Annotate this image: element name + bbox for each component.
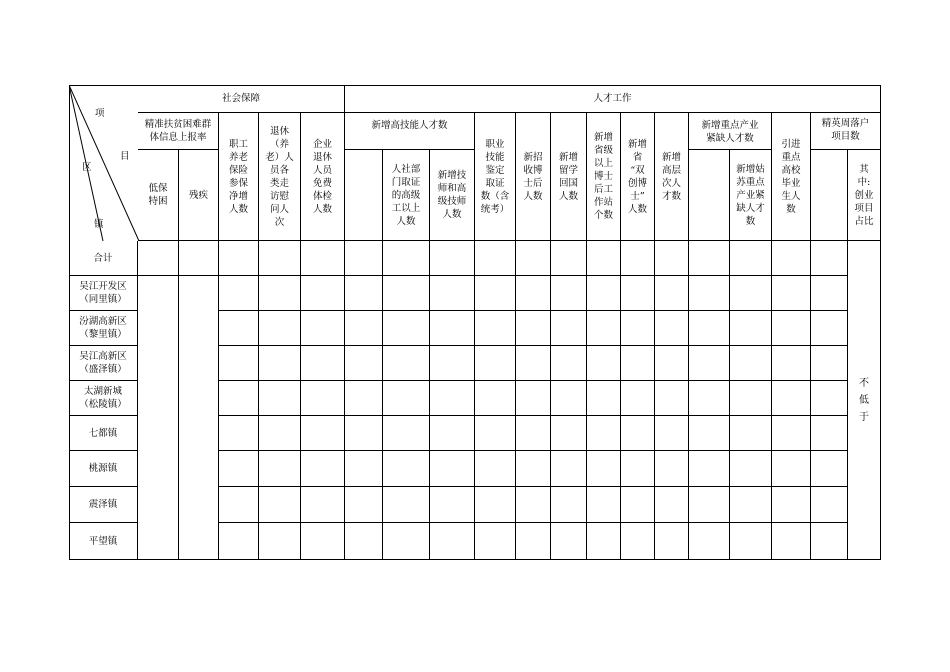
table-cell (621, 311, 655, 346)
table-cell (772, 241, 811, 276)
header-shortage-blank (689, 150, 730, 241)
table-cell (587, 487, 621, 523)
row-label: 震泽镇 (69, 487, 138, 523)
table-cell (259, 241, 301, 276)
table-cell (730, 276, 772, 311)
table-cell (475, 346, 516, 381)
table-cell (551, 416, 587, 451)
header-startup-ratio: 其 中: 创业 项目 占比 (848, 150, 881, 241)
header-returnees: 新增 留学 回国 人数 (551, 113, 587, 241)
table-cell (219, 416, 259, 451)
table-cell (689, 416, 730, 451)
table-cell (301, 451, 345, 487)
table-cell (551, 487, 587, 523)
table-cell (655, 276, 689, 311)
table-cell (219, 311, 259, 346)
table-cell (345, 487, 383, 523)
header-skilled-talent: 新增高技能人才数 (345, 113, 475, 150)
table-cell (621, 523, 655, 560)
table-cell (587, 311, 621, 346)
table-cell (772, 523, 811, 560)
table-cell (383, 381, 430, 416)
table-cell (259, 276, 301, 311)
group-talent-work: 人才工作 (345, 85, 881, 113)
table-cell (772, 451, 811, 487)
table-cell (475, 487, 516, 523)
table-cell (811, 487, 848, 523)
table-cell (301, 523, 345, 560)
table-cell (345, 523, 383, 560)
row-label: 合计 (69, 241, 138, 276)
table-cell (219, 276, 259, 311)
row-label: 吴江高新区 （盛泽镇） (69, 346, 138, 381)
table-cell (345, 346, 383, 381)
table-cell (551, 276, 587, 311)
table-cell (259, 346, 301, 381)
table-cell (689, 346, 730, 381)
row-label: 七都镇 (69, 416, 138, 451)
table-cell (551, 381, 587, 416)
table-cell (772, 346, 811, 381)
merged-dibao-block (138, 276, 179, 560)
table-cell (219, 523, 259, 560)
header-poverty-report-rate: 精准扶贫困难群 体信息上报率 (138, 113, 219, 150)
table-cell (655, 523, 689, 560)
table-cell (587, 416, 621, 451)
table-cell (430, 523, 475, 560)
table-cell (219, 346, 259, 381)
table-cell (689, 276, 730, 311)
row-label: 桃源镇 (69, 451, 138, 487)
table-cell (551, 346, 587, 381)
table-cell (587, 451, 621, 487)
table-cell (621, 487, 655, 523)
table-cell (730, 487, 772, 523)
table-cell (621, 381, 655, 416)
table-cell (516, 241, 551, 276)
table-cell (259, 523, 301, 560)
header-dibao: 低保 特困 (138, 150, 179, 241)
table-cell (772, 487, 811, 523)
table-cell (430, 241, 475, 276)
table-cell (587, 241, 621, 276)
table-cell (689, 241, 730, 276)
table-cell (689, 523, 730, 560)
corner-label-zhen: 镇 (94, 219, 104, 230)
table-cell (259, 451, 301, 487)
group-social-security: 社会保障 (138, 85, 345, 113)
corner-label-mu: 目 (120, 151, 130, 162)
header-elite-week: 精英周落户 项目数 (811, 113, 881, 150)
table-cell (259, 311, 301, 346)
table-cell (138, 241, 179, 276)
table-cell (259, 381, 301, 416)
table-cell (587, 381, 621, 416)
header-shortage-talent: 新增重点产业 紧缺人才数 (689, 113, 772, 150)
table-cell (730, 523, 772, 560)
header-graduates: 引进 重点 高校 毕业 生人 数 (772, 113, 811, 241)
table-cell (655, 381, 689, 416)
table-cell (811, 241, 848, 276)
table-cell (811, 381, 848, 416)
table-cell (301, 276, 345, 311)
header-high-level-talent: 新增 高层 次人 才数 (655, 113, 689, 241)
table-cell (772, 311, 811, 346)
header-retiree-visits: 退休 （养 老）人 员各 类走 访慰 问人 次 (259, 113, 301, 241)
table-cell (430, 451, 475, 487)
table-cell (811, 416, 848, 451)
row-label: 吴江开发区 （同里镇） (69, 276, 138, 311)
header-postdoc-stations: 新增 省级 以上 博士 后工 作站 个数 (587, 113, 621, 241)
table-cell (345, 311, 383, 346)
table-cell (430, 416, 475, 451)
row-label: 太湖新城 （松陵镇） (69, 381, 138, 416)
table-cell (475, 381, 516, 416)
table-cell (689, 311, 730, 346)
merged-disabled-block (179, 276, 219, 560)
table-cell (689, 381, 730, 416)
table-cell (655, 416, 689, 451)
corner-label-xiang: 项 (95, 108, 105, 119)
table-cell (551, 451, 587, 487)
table-cell (516, 487, 551, 523)
table-cell (587, 346, 621, 381)
header-elite-blank (811, 150, 848, 241)
row-label: 平望镇 (69, 523, 138, 560)
header-retiree-exams: 企业 退休 人员 免费 体检 人数 (301, 113, 345, 241)
table-cell (345, 241, 383, 276)
table-cell (587, 523, 621, 560)
table-cell (301, 311, 345, 346)
table-cell (259, 416, 301, 451)
header-gusu-shortage: 新增姑 苏重点 产业紧 缺人才 数 (730, 150, 772, 241)
table-cell (383, 311, 430, 346)
table-cell (475, 241, 516, 276)
table-cell (301, 346, 345, 381)
table-cell (383, 523, 430, 560)
table-cell (475, 311, 516, 346)
note-not-lower-than: 不 低 于 (848, 241, 881, 560)
table-cell (383, 241, 430, 276)
table-cell (219, 487, 259, 523)
table-cell (811, 451, 848, 487)
table-cell (430, 276, 475, 311)
table-cell (689, 451, 730, 487)
header-pension-increase: 职工 养老 保险 参保 净增 人数 (219, 113, 259, 241)
table-cell (730, 381, 772, 416)
table-cell (772, 276, 811, 311)
table-cell (621, 276, 655, 311)
table-cell (383, 451, 430, 487)
table-cell (551, 311, 587, 346)
table-cell (430, 381, 475, 416)
table-cell (730, 241, 772, 276)
table-cell (345, 416, 383, 451)
table-cell (516, 276, 551, 311)
table-cell (516, 311, 551, 346)
header-skilled-cert: 人社部 门取证 的高级 工以上 人数 (383, 150, 430, 241)
table-cell (301, 241, 345, 276)
table-cell (621, 451, 655, 487)
table-cell (219, 451, 259, 487)
table-cell (475, 276, 516, 311)
table-cell (516, 451, 551, 487)
table-cell (551, 241, 587, 276)
table-cell (383, 346, 430, 381)
table-cell (259, 487, 301, 523)
table-cell (345, 276, 383, 311)
table-cell (730, 311, 772, 346)
table-cell (383, 487, 430, 523)
table-cell (430, 311, 475, 346)
table-cell (621, 346, 655, 381)
table-cell (179, 241, 219, 276)
table-cell (516, 523, 551, 560)
table-cell (655, 311, 689, 346)
table-cell (383, 276, 430, 311)
table-cell (621, 241, 655, 276)
header-skilled-blank (345, 150, 383, 241)
table-cell (772, 416, 811, 451)
table-cell (475, 523, 516, 560)
table-cell (811, 523, 848, 560)
table-cell (516, 381, 551, 416)
table-cell (811, 276, 848, 311)
header-disabled: 残疾 (179, 150, 219, 241)
table-cell (655, 451, 689, 487)
table-cell (475, 416, 516, 451)
table-cell (551, 523, 587, 560)
table-cell (655, 346, 689, 381)
statistics-table (69, 85, 881, 560)
header-vocational-cert: 职业 技能 鉴定 取证 数（含 统考） (475, 113, 516, 241)
table-cell (730, 451, 772, 487)
table-cell (587, 276, 621, 311)
table-cell (219, 241, 259, 276)
row-label: 汾湖高新区 （黎里镇） (69, 311, 138, 346)
table-cell (430, 346, 475, 381)
header-shuangchuang: 新增 省 “双 创博 士” 人数 (621, 113, 655, 241)
corner-label-qu: 区 (82, 162, 92, 173)
table-cell (730, 346, 772, 381)
table-cell (301, 487, 345, 523)
table-cell (689, 487, 730, 523)
table-cell (475, 451, 516, 487)
table-cell (730, 416, 772, 451)
table-cell (811, 346, 848, 381)
table-cell (811, 311, 848, 346)
header-senior-technician: 新增技 师和高 级技师 人数 (430, 150, 475, 241)
table-cell (345, 381, 383, 416)
table-cell (383, 416, 430, 451)
table-cell (655, 241, 689, 276)
table-cell (655, 487, 689, 523)
table-cell (516, 346, 551, 381)
table-cell (516, 416, 551, 451)
table-cell (345, 451, 383, 487)
table-cell (621, 416, 655, 451)
header-postdoc-recruits: 新招 收博 士后 人数 (516, 113, 551, 241)
table-cell (301, 416, 345, 451)
table-cell (219, 381, 259, 416)
table-cell (301, 381, 345, 416)
table-cell (430, 487, 475, 523)
table-cell (772, 381, 811, 416)
